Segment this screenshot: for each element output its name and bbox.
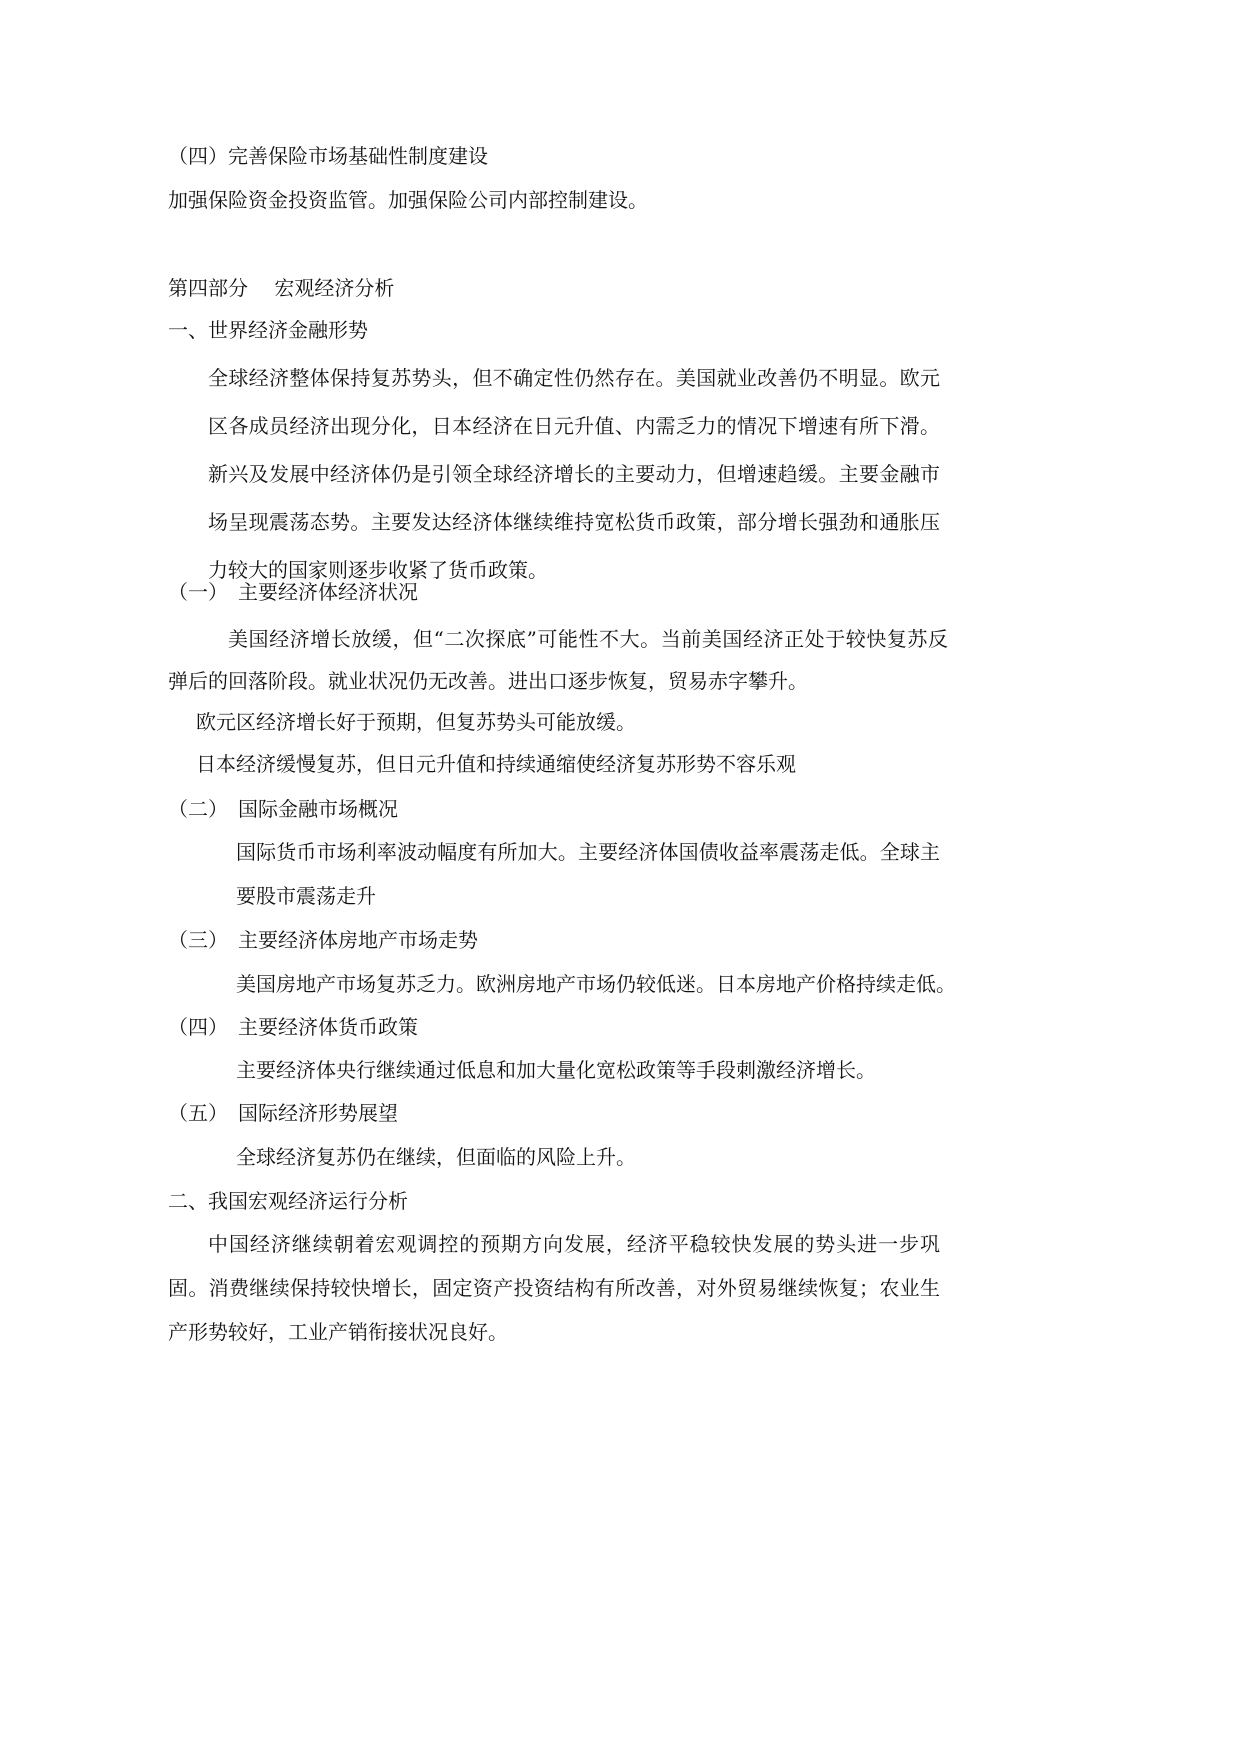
china-paragraph: 中国经济继续朝着宏观调控的预期方向发展，经济平稳较快发展的势头进一步巩固。消费继续保持较快增长，固定资产投资结构有所改善，对外贸易继续恢复；农业生产形势较好，工业产销衔接状况良好。 — [168, 1232, 940, 1344]
us-economy-paragraph: 美国经济增长放缓，但“二次探底”可能性不大。当前美国经济正处于较快复苏反弹后的回落阶段。就业状况仍无改善。进出口逐步恢复，贸易赤字攀升。 — [168, 627, 948, 693]
world-summary-paragraph: 全球经济整体保持复苏势头，但不确定性仍然存在。美国就业改善仍不明显。欧元区各成员经济出现分化，日本经济在日元升值、内需乏力的情况下增速有所下滑。新兴及发展中经济体仍是引领全球经济增长的主要动力，但增速趋缓。主要金融市场呈现震荡态势。主要发达经济体继续维持宽松货币政策，部分增长强劲和通胀压力较大的国家则逐步收紧了货币政策。 — [208, 366, 940, 582]
subsection-heading-1: （一） 主要经济体经济状况 — [168, 580, 418, 604]
subsection-heading-4: （四） 主要经济体货币政策 — [168, 1015, 418, 1039]
subsection-heading-5: （五） 国际经济形势展望 — [168, 1101, 398, 1125]
intl-financial-paragraph: 国际货币市场利率波动幅度有所加大。主要经济体国债收益率震荡走低。全球主要股市震荡走升 — [236, 840, 940, 908]
eurozone-paragraph: 欧元区经济增长好于预期，但复苏势头可能放缓。 — [196, 710, 636, 734]
subsection-heading-3: （三） 主要经济体房地产市场走势 — [168, 928, 478, 952]
part-title: 第四部分 宏观经济分析 — [168, 276, 395, 300]
section-body: 加强保险资金投资监管。加强保险公司内部控制建设。 — [168, 188, 648, 212]
japan-paragraph: 日本经济缓慢复苏，但日元升值和持续通缩使经济复苏形势不容乐观 — [196, 752, 796, 776]
subsection-heading-2: （二） 国际金融市场概况 — [168, 797, 398, 821]
outlook-paragraph: 全球经济复苏仍在继续，但面临的风险上升。 — [236, 1145, 636, 1169]
section-heading: （四）完善保险市场基础性制度建设 — [168, 144, 488, 168]
china-heading: 二、我国宏观经济运行分析 — [168, 1189, 408, 1213]
real-estate-paragraph: 美国房地产市场复苏乏力。欧洲房地产市场仍较低迷。日本房地产价格持续走低。 — [236, 972, 956, 996]
world-heading: 一、世界经济金融形势 — [168, 318, 368, 342]
monetary-policy-paragraph: 主要经济体央行继续通过低息和加大量化宽松政策等手段刺激经济增长。 — [236, 1058, 876, 1082]
